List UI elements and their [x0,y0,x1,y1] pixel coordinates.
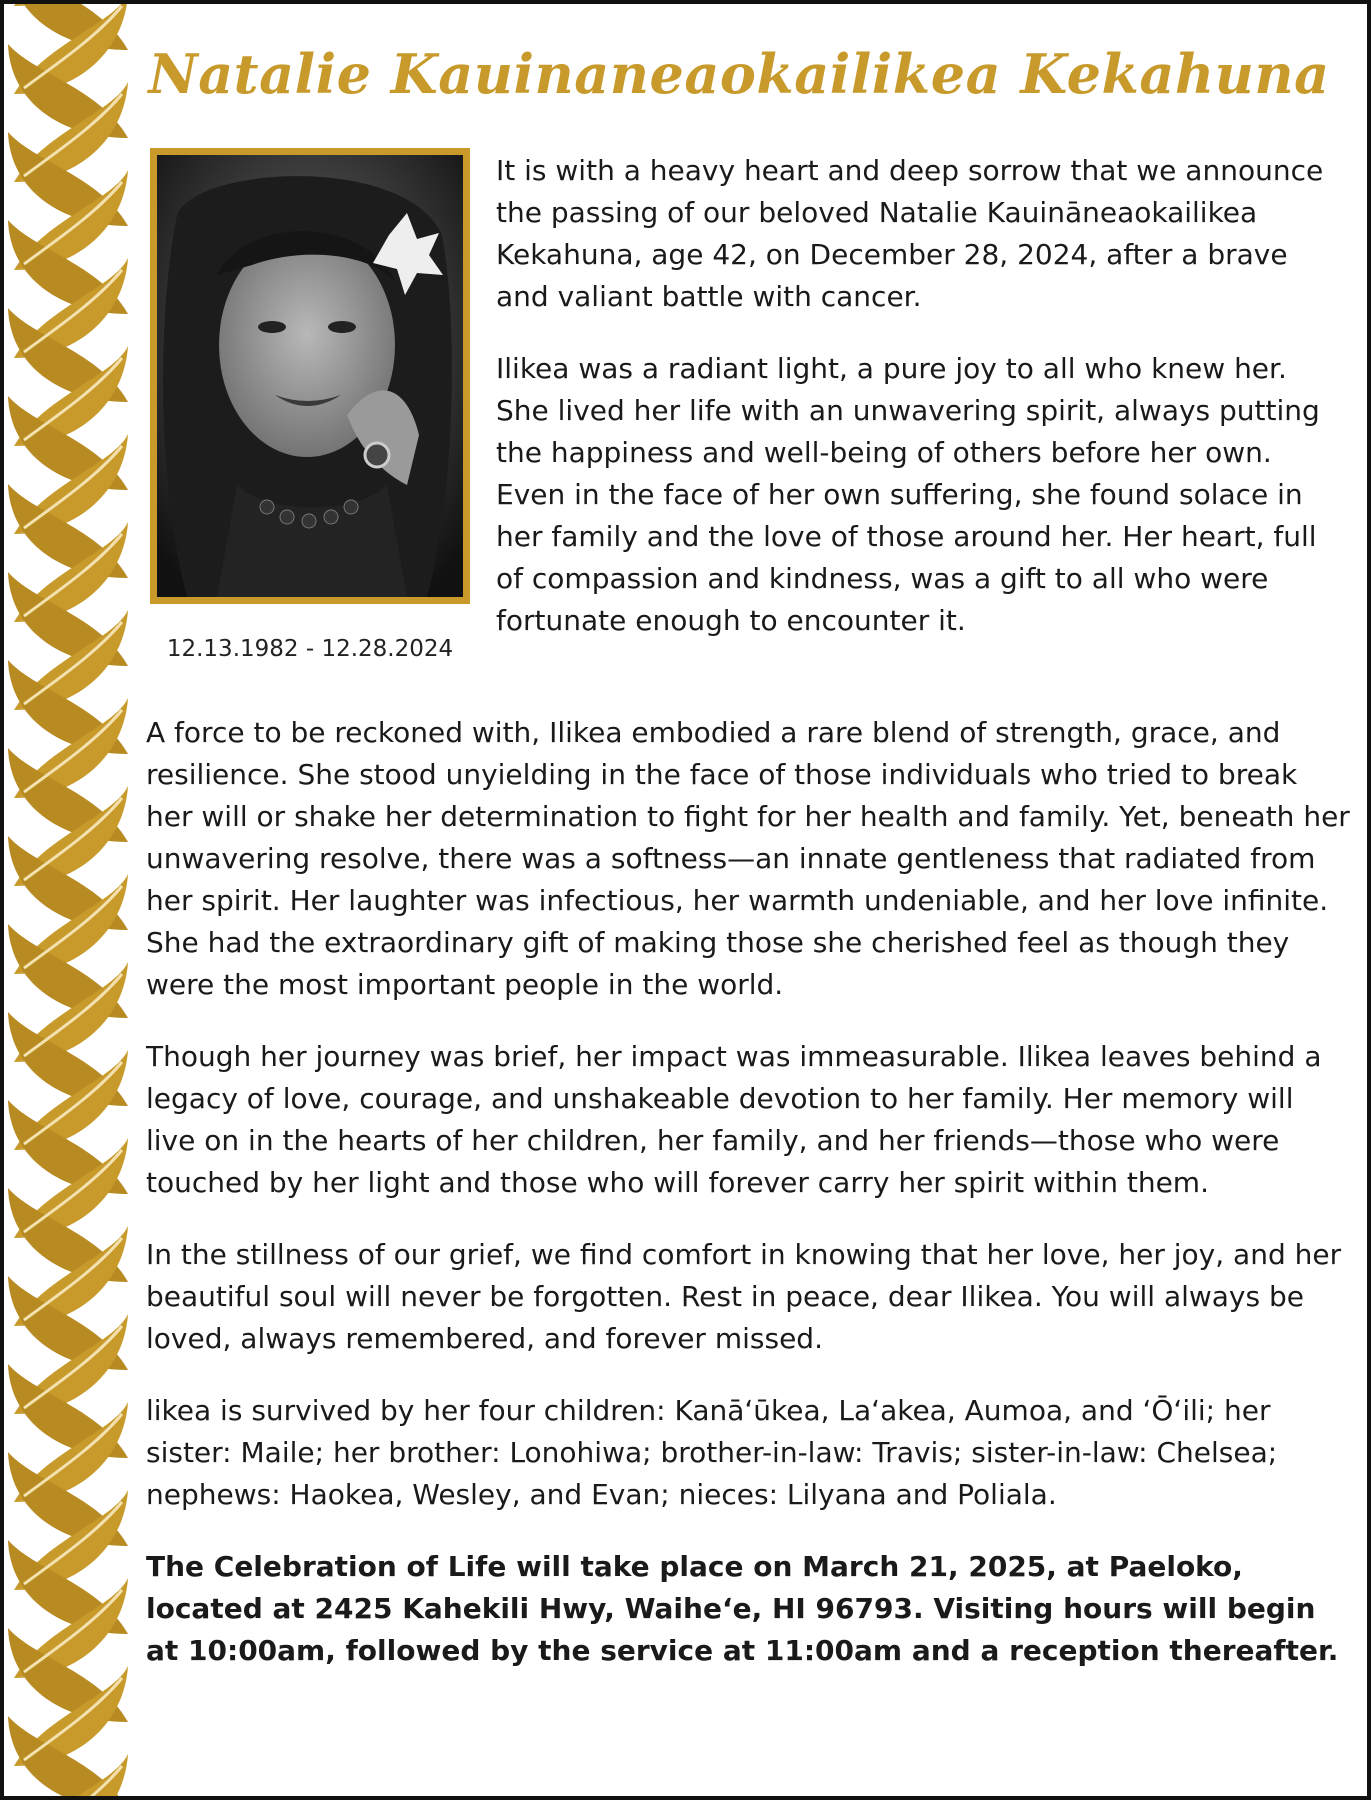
life-dates: 12.13.1982 - 12.28.2024 [166,636,454,662]
paragraph-journey: Though her journey was brief, her impact was immeasurable. Ilikea leaves behind a legacy of love, courage, and unshakeable devotion to her family. Her memory will live on in the hearts of her children, her family, and her friends—those who were touched by her light and those who will forever carry her spirit within them. [146,1040,1322,1199]
main-text [146,712,1351,1672]
paragraph-celebration: The Celebration of Life will take place on March 21, 2025, at Paeloko, located at 2425 Kahekili Hwy, Waiheʻe, HI 96793. Visiting hours will begin at 10:00am, followed by the service at 11:00am and a reception thereafter. [146,1550,1339,1667]
paragraph-survived-by: likea is survived by her four children: Kanāʻūkea, Laʻakea, Aumoa, and ʻŌʻili; her sister: Maile; her brother: Lonohiwa; brother-in-law: Travis; sister-in-law: Chelsea; nephews: Haokea, Wesley, and Evan; nieces: Lilyana and Poliala. [146,1394,1278,1511]
portrait-illustration [157,155,463,597]
paragraph-announcement: It is with a heavy heart and deep sorrow that we announce the passing of our beloved Natalie Kauināneaokailikea Kekahuna, age 42, on December 28, 2024, after a brave and valiant battle with cancer. [496,154,1324,313]
obituary-page [4,4,1367,1796]
portrait-photo [157,155,463,597]
page-title: Natalie Kauinaneaokailikea Kekahuna [148,42,1330,106]
paragraph-radiant-light: Ilikea was a radiant light, a pure joy to all who knew her. She lived her life with an unwavering spirit, always putting the happiness and well-being of others before her own. Even in the face of her own suffering, she found solace in her family and the love of those around her. Her heart, full of compassion and kindness, was a gift to all who were fortunate enough to encounter it. [496,352,1320,637]
paragraph-stillness: In the stillness of our grief, we find comfort in knowing that her love, her joy, and her beautiful soul will never be forgotten. Rest in peace, dear Ilikea. You will always be loved, always remembered, and forever missed. [146,1238,1342,1355]
intro-column [496,150,1346,642]
braided-vine-border [4,4,132,1796]
paragraph-force: A force to be reckoned with, Ilikea embodied a rare blend of strength, grace, and resilience. She stood unyielding in the face of those individuals who tried to break her will or shake her determination to fight for her health and family. Yet, beneath her unwavering resolve, there was a softness—an innate gentleness that radiated from her spirit. Her laughter was infectious, her warmth undeniable, and her love infinite. She had the extraordinary gift of making those she cherished feel as though they were the most important people in the world. [146,716,1350,1001]
portrait-frame [150,148,470,604]
